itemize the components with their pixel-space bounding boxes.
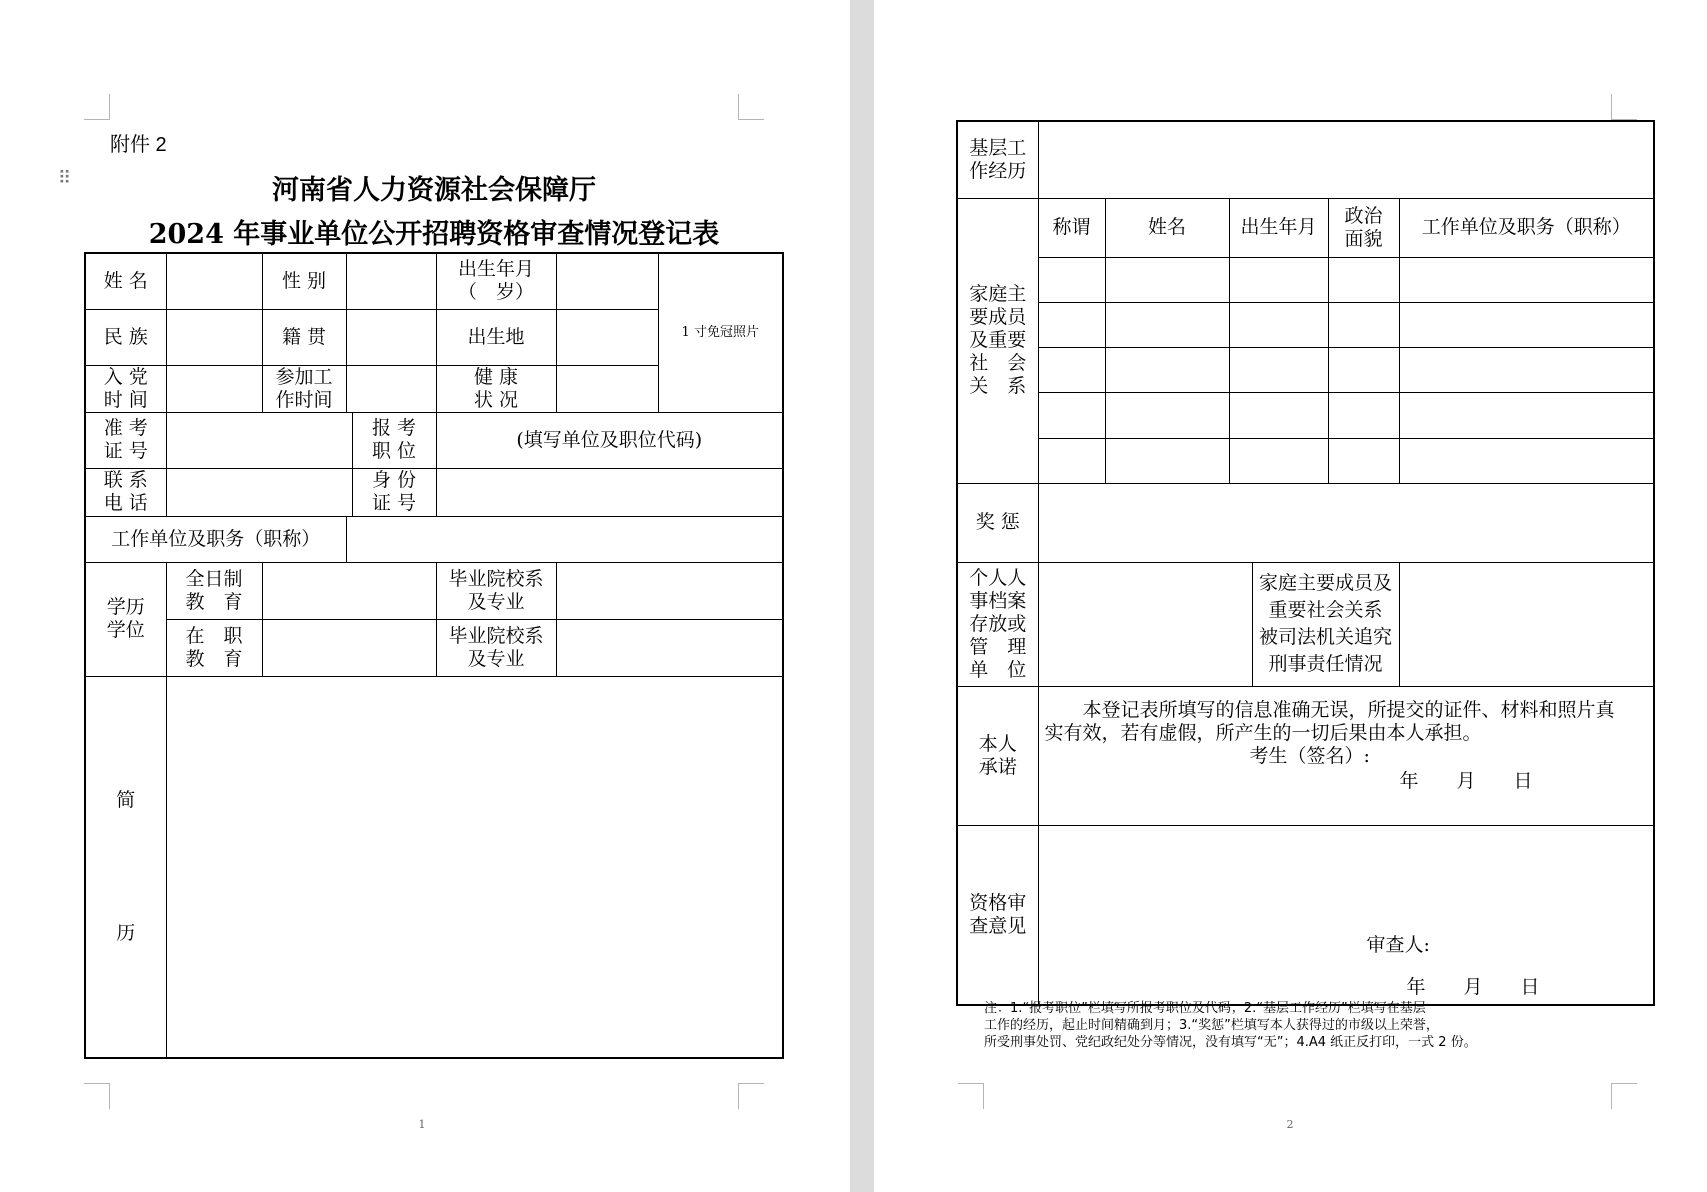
form-title-line1: 河南省人力资源社会保障厅 [272,175,596,206]
grassroots-experience-value-cell[interactable] [1038,121,1654,198]
family-members-label: 家庭主 要成员 及重要 社 会 关 系 [957,198,1038,483]
promise-text-line2: 实有效，若有虚假，所产生的一切后果由本人承担。 [1044,721,1482,744]
family-member-row [957,438,1654,483]
page-number: 1 [418,1118,426,1131]
inservice-school-major-value-cell[interactable] [556,619,783,676]
family-header-political: 政治 面貌 [1328,198,1399,257]
document-page-1 [0,0,850,1192]
applied-position-value-cell[interactable]: (填写单位及职位代码) [436,412,783,468]
birth-date-label: 出生年月 （ 岁） [436,253,556,309]
fulltime-school-major-label: 毕业院校系 及专业 [436,562,556,619]
page-margin-corner [1611,1083,1637,1109]
promise-text-line1: 本登记表所填写的信息准确无误，所提交的证件、材料和照片真 [1082,698,1615,721]
family-political-cell[interactable] [1328,302,1399,347]
photo-cell[interactable]: 1 寸免冠照片 [658,253,783,412]
family-birth-cell[interactable] [1229,438,1328,483]
inservice-school-major-label: 毕业院校系 及专业 [436,619,556,676]
employer-title-label: 工作单位及职务（职称） [85,516,346,562]
promise-statement-cell[interactable] [1038,686,1654,825]
criminal-record-value-cell[interactable] [1399,562,1654,686]
resume-value-cell[interactable] [166,676,783,1058]
footnote-line2: 工作的经历，起止时间精确到月；3.“奖惩”栏填写本人获得过的市级以上荣誉， [984,1018,1439,1033]
gender-label: 性 别 [262,253,346,309]
birth-date-value-cell[interactable] [556,253,658,309]
employer-title-value-cell[interactable] [346,516,783,562]
inservice-education-value-cell[interactable] [262,619,436,676]
family-member-row [957,347,1654,392]
promise-date-label: 年 月 日 [1399,769,1533,792]
family-name-cell[interactable] [1105,347,1229,392]
review-date-label: 年 月 日 [1406,975,1540,998]
family-name-cell[interactable] [1105,438,1229,483]
phone-value-cell[interactable] [166,468,352,516]
archive-unit-value-cell[interactable] [1038,562,1252,686]
page-margin-corner [738,94,764,120]
registration-form-table-page2 [956,120,1655,1006]
document-page-2 [874,0,1707,1192]
form-footnote [984,1000,1624,1051]
inservice-education-label: 在 职 教 育 [166,619,262,676]
family-name-cell[interactable] [1105,257,1229,302]
family-birth-cell[interactable] [1229,347,1328,392]
resume-label: 简 历 [85,676,166,1058]
family-relation-cell[interactable] [1038,302,1105,347]
form-title-line2: 2024 年事业单位公开招聘资格审查情况登记表 [148,219,720,250]
name-value-cell[interactable] [166,253,262,309]
health-value-cell[interactable] [556,365,658,412]
applied-position-label: 报 考 职 位 [352,412,436,468]
promise-label: 本人 承诺 [957,686,1038,825]
admission-no-label: 准 考 证 号 [85,412,166,468]
review-opinion-label: 资格审 查意见 [957,825,1038,1005]
native-place-value-cell[interactable] [346,309,436,365]
gender-value-cell[interactable] [346,253,436,309]
page-margin-corner [958,1083,984,1109]
family-relation-cell[interactable] [1038,257,1105,302]
family-member-row [957,302,1654,347]
grassroots-experience-label: 基层工 作经历 [957,121,1038,198]
family-employer-cell[interactable] [1399,257,1654,302]
phone-label: 联 系 电 话 [85,468,166,516]
family-employer-cell[interactable] [1399,392,1654,438]
family-header-birth: 出生年月 [1229,198,1328,257]
work-start-value-cell[interactable] [346,365,436,412]
page-margin-corner [738,1083,764,1109]
rewards-value-cell[interactable] [1038,483,1654,562]
registration-form-table-page1 [84,252,784,1059]
id-no-label: 身 份 证 号 [352,468,436,516]
family-member-row [957,257,1654,302]
family-employer-cell[interactable] [1399,302,1654,347]
family-political-cell[interactable] [1328,347,1399,392]
page-margin-corner [84,94,110,120]
family-header-name: 姓名 [1105,198,1229,257]
page-number: 2 [1286,1118,1294,1131]
fulltime-school-major-value-cell[interactable] [556,562,783,619]
footnote-line1: 注：1.“报考职位”栏填写所报考职位及代码；2.“基层工作经历”栏填写在基层 [984,1001,1426,1016]
party-join-value-cell[interactable] [166,365,262,412]
family-political-cell[interactable] [1328,392,1399,438]
family-header-employer: 工作单位及职务（职称） [1399,198,1654,257]
fulltime-education-value-cell[interactable] [262,562,436,619]
family-birth-cell[interactable] [1229,257,1328,302]
footnote-line3: 所受刑事处罚、党纪政纪处分等情况，没有填写“无”；4.A4 纸正反打印，一式 2 份。 [984,1035,1477,1050]
table-drag-handle-icon[interactable]: ⠿ [58,168,70,189]
ethnicity-value-cell[interactable] [166,309,262,365]
page-margin-corner [84,1083,110,1109]
family-relation-cell[interactable] [1038,392,1105,438]
rewards-label: 奖 惩 [957,483,1038,562]
birthplace-label: 出生地 [436,309,556,365]
promise-sign-label: 考生（签名）: [1249,744,1370,767]
page-gutter [850,0,874,1192]
name-label: 姓 名 [85,253,166,309]
reviewer-label: 审查人: [1366,933,1430,956]
family-birth-cell[interactable] [1229,392,1328,438]
id-no-value-cell[interactable] [436,468,783,516]
review-opinion-value-cell[interactable] [1038,825,1654,1005]
family-header-relation: 称谓 [1038,198,1105,257]
family-birth-cell[interactable] [1229,302,1328,347]
family-name-cell[interactable] [1105,392,1229,438]
family-employer-cell[interactable] [1399,347,1654,392]
birthplace-value-cell[interactable] [556,309,658,365]
criminal-record-label: 家庭主要成员及 重要社会关系 被司法机关追究 刑事责任情况 [1252,562,1399,686]
work-start-label: 参加工 作时间 [262,365,346,412]
family-name-cell[interactable] [1105,302,1229,347]
health-label: 健 康 状 况 [436,365,556,412]
family-relation-cell[interactable] [1038,438,1105,483]
ethnicity-label: 民 族 [85,309,166,365]
page-margin-corner [1611,94,1637,120]
family-relation-cell[interactable] [1038,347,1105,392]
party-join-label: 入 党 时 间 [85,365,166,412]
family-member-row [957,392,1654,438]
native-place-label: 籍 贯 [262,309,346,365]
family-political-cell[interactable] [1328,438,1399,483]
fulltime-education-label: 全日制 教 育 [166,562,262,619]
education-label: 学历 学位 [85,562,166,676]
family-political-cell[interactable] [1328,257,1399,302]
archive-unit-label: 个人人 事档案 存放或 管 理 单 位 [957,562,1038,686]
attachment-label: 附件 2 [110,134,167,156]
admission-no-value-cell[interactable] [166,412,352,468]
family-employer-cell[interactable] [1399,438,1654,483]
